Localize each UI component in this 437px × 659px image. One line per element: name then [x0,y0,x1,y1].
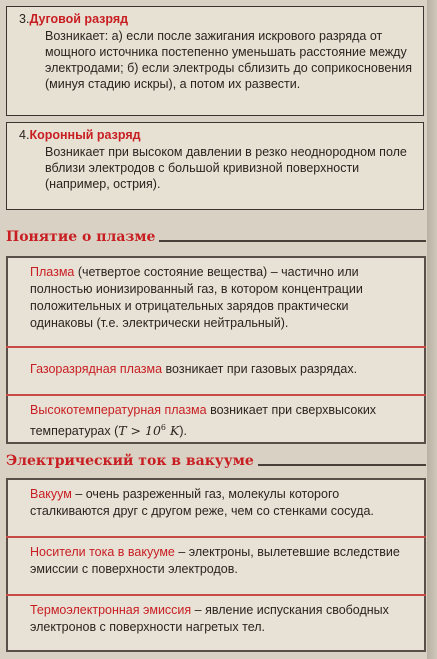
box-title: Дуговой разряд [29,12,129,26]
definition-plasma [6,256,426,346]
box-arc-discharge-heading [19,11,415,27]
box-text: Возникает: а) если после зажигания искрового разряда от мощного источника постепенно уменьшать расстояние между электродами; б) если электроды сблизить до соприкосновения (минуя стадию искры), а потом их развести. [45,29,412,91]
term: Плазма [30,265,75,279]
formula-unit: K [166,423,180,439]
definition-text: возникает при сверхвысоких температурах ( [30,403,377,439]
definition-tail: ). [179,424,187,439]
section-heading-plasma [6,228,426,246]
box-title: Коронный разряд [29,128,141,142]
term: Термоэлектронная эмиссия [30,603,192,617]
box-text: Возникает при высоком давлении в резко неоднородном поле вблизи электродов с большой кривизной поверхности (например, острия). [45,145,407,191]
page-edge [427,0,437,659]
definition-thermionic-emission [6,596,426,652]
item-number: 3. [19,12,30,26]
term: Газоразрядная плазма [30,362,163,376]
definition-text: – явление испускания свободных электронов с поверхности нагретых тел. [30,603,389,634]
definition-text: возникает при газовых разрядах. [162,362,358,376]
item-number: 4. [19,128,30,142]
box-arc-discharge [6,6,424,116]
section-title: Понятие о плазме [6,228,159,246]
definition-text: – очень разреженный газ, молекулы которого сталкиваются друг с другом реже, чем со стенками сосуда. [30,487,374,518]
formula [118,423,179,438]
formula-base: T > 10 [118,423,161,439]
box-corona-discharge-heading [19,127,415,143]
term: Вакуум [30,487,72,501]
definition-vacuum-carriers [6,538,426,594]
section-title: Электрический ток в вакууме [6,452,258,470]
term: Носители тока в вакууме [30,545,175,559]
definition-text: – электроны, вылетевшие вследствие эмиссии с поверхности электродов. [30,545,400,576]
box-corona-discharge [6,122,424,210]
definition-text: (четвертое состояние вещества) – частично или полностью ионизированный газ, в котором концентрации положительных и отрицательных зарядов практически одинаковы (т.е. электрически нейтральный). [30,265,363,330]
definition-high-temp-plasma [6,396,426,444]
definition-vacuum [6,478,426,536]
formula-exponent: 6 [160,423,167,432]
definition-discharge-plasma [6,348,426,394]
section-heading-vacuum [6,452,426,470]
term: Высокотемпературная плазма [30,403,207,417]
